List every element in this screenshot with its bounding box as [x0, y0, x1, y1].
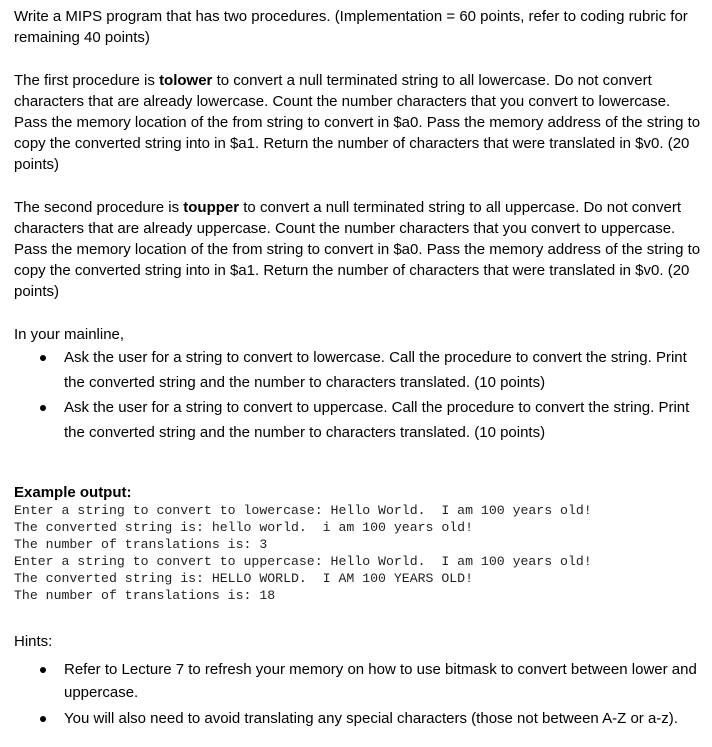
mainline-bullet-text: Ask the user for a string to convert to uppercase. Call the procedure to convert the string. Print the converted string and the number to characters translated. (10 points) [64, 399, 690, 441]
mainline-bullet-item [14, 345, 704, 395]
example-output-line: Enter a string to convert to lowercase: Hello World. I am 100 years old! [14, 503, 592, 518]
example-output-line: The number of translations is: 18 [14, 588, 276, 603]
example-output-line: The number of translations is: 3 [14, 537, 268, 552]
hints-heading: Hints: [14, 633, 53, 650]
mainline-heading: In your mainline, [14, 326, 125, 343]
example-output-title: Example output: [14, 484, 132, 501]
bullet-icon [40, 355, 46, 361]
toupper-description: to convert a null terminated string to all uppercase. Do not convert characters that are already uppercase. Count the number characters that you convert to uppercase. Pass the memory location of the from string to convert in $a0. Pass the memory address of the string to copy the converted string into in $a1. Return the number of characters that were translated in $v0. (20 points) [14, 199, 701, 300]
tolower-description: to convert a null terminated string to all lowercase. Do not convert characters that are already lowercase. Count the number characters that you convert to lowercase. Pass the memory location of the from string to convert in $a0. Pass the memory address of the string to copy the converted string into in $a1. Return the number of characters that were translated in $v0. (20 points) [14, 72, 701, 173]
toupper-prefix: The second procedure is [14, 199, 184, 216]
hints-bullet-list [14, 658, 704, 730]
example-output-line: The converted string is: hello world. i am 100 years old! [14, 520, 473, 535]
example-output-block [14, 502, 704, 604]
example-output-line: The converted string is: HELLO WORLD. I AM 100 YEARS OLD! [14, 571, 473, 586]
tolower-prefix: The first procedure is [14, 72, 160, 89]
hint-bullet-text: Refer to Lecture 7 to refresh your memory on how to use bitmask to convert between lower and uppercase. [64, 661, 697, 701]
bullet-icon [40, 405, 46, 411]
bullet-icon [40, 716, 46, 722]
toupper-paragraph [14, 197, 704, 302]
hint-bullet-text: You will also need to avoid translating any special characters (those not between A-Z or a-z). [64, 710, 678, 727]
toupper-procedure-name: toupper [183, 199, 240, 216]
bullet-icon [40, 667, 46, 673]
tolower-procedure-name: tolower [159, 72, 213, 89]
intro-paragraph: Write a MIPS program that has two procedures. (Implementation = 60 points, refer to coding rubric for remaining 40 points) [14, 8, 688, 46]
mainline-bullet-text: Ask the user for a string to convert to lowercase. Call the procedure to convert the string. Print the converted string and the number to characters translated. (10 points) [64, 349, 687, 391]
assignment-document [14, 6, 704, 730]
tolower-paragraph [14, 70, 704, 175]
hint-bullet-item [14, 707, 704, 730]
mainline-bullet-list [14, 345, 704, 445]
mainline-bullet-item [14, 395, 704, 445]
hint-bullet-item [14, 658, 704, 704]
example-output-line: Enter a string to convert to uppercase: Hello World. I am 100 years old! [14, 554, 592, 569]
